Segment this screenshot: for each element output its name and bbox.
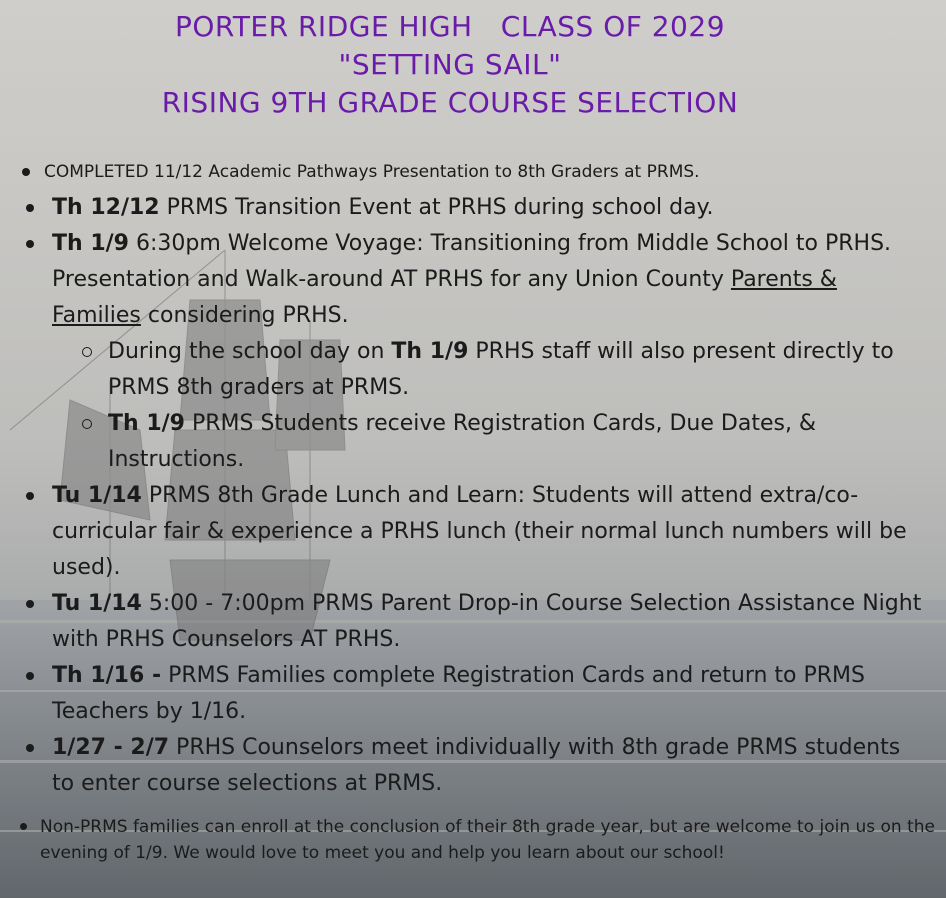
list-item bbox=[26, 190, 926, 226]
list-item bbox=[26, 730, 926, 802]
event-date: Th 1/9 bbox=[52, 231, 129, 256]
event-text: PRHS Counselors meet individually with 8th grade PRMS students to enter course selections at PRMS. bbox=[52, 735, 901, 796]
sub-text: During the school day on bbox=[108, 339, 392, 364]
list-item bbox=[82, 406, 926, 478]
sub-text-end: PRHS staff will also present directly to PRMS 8th graders at PRMS. bbox=[108, 339, 894, 400]
list-item bbox=[82, 334, 926, 406]
event-date: Tu 1/14 bbox=[52, 483, 142, 508]
event-text: 6:30pm Welcome Voyage: Transitioning from Middle School to PRHS. Presentation and Walk-around AT PRHS for any Union County bbox=[52, 231, 892, 292]
completed-text: COMPLETED 11/12 Academic Pathways Presentation to 8th Graders at PRMS. bbox=[44, 162, 700, 182]
event-text: 5:00 - 7:00pm PRMS Parent Drop-in Course Selection Assistance Night with PRHS Counselors AT PRHS. bbox=[52, 591, 922, 652]
footer-text: Non-PRMS families can enroll at the conclusion of their 8th grade year, but are welcome to join us on the evening of 1/9. We would love to meet you and help you learn about our school! bbox=[40, 817, 936, 863]
completed-list bbox=[22, 160, 922, 184]
title-line-3: RISING 9TH GRADE COURSE SELECTION bbox=[161, 86, 739, 119]
list-item bbox=[20, 814, 936, 866]
sub-list bbox=[26, 334, 926, 478]
title-line-1: PORTER RIDGE HIGH CLASS OF 2029 bbox=[174, 10, 726, 43]
event-text: PRMS Transition Event at PRHS during school day. bbox=[159, 195, 714, 220]
event-text: PRMS Families complete Registration Cards and return to PRMS Teachers by 1/16. bbox=[52, 663, 865, 724]
event-text-end: considering PRHS. bbox=[140, 303, 349, 328]
list-item bbox=[26, 478, 926, 586]
event-date: Tu 1/14 bbox=[52, 591, 142, 616]
list-item bbox=[22, 160, 922, 184]
event-text: PRMS 8th Grade Lunch and Learn: Students will attend extra/co-curricular fair & experience a PRHS lunch (their normal lunch numbers will be used). bbox=[52, 483, 907, 580]
event-date: Th 1/9 bbox=[391, 339, 469, 364]
event-date: Th 1/16 - bbox=[52, 663, 162, 688]
events-list bbox=[26, 190, 926, 802]
page-title bbox=[0, 8, 900, 122]
event-date: Th 1/9 bbox=[108, 411, 185, 436]
event-date: Th 12/12 bbox=[52, 195, 160, 220]
list-item bbox=[26, 658, 926, 730]
parents-families-link[interactable]: Parents & Families bbox=[52, 267, 837, 328]
list-item bbox=[26, 586, 926, 658]
title-line-2: "SETTING SAIL" bbox=[338, 48, 562, 81]
list-item bbox=[26, 226, 926, 334]
sub-text: PRMS Students receive Registration Cards, Due Dates, & Instructions. bbox=[108, 411, 817, 472]
event-date: 1/27 - 2/7 bbox=[52, 735, 170, 760]
footer-list bbox=[20, 814, 936, 866]
